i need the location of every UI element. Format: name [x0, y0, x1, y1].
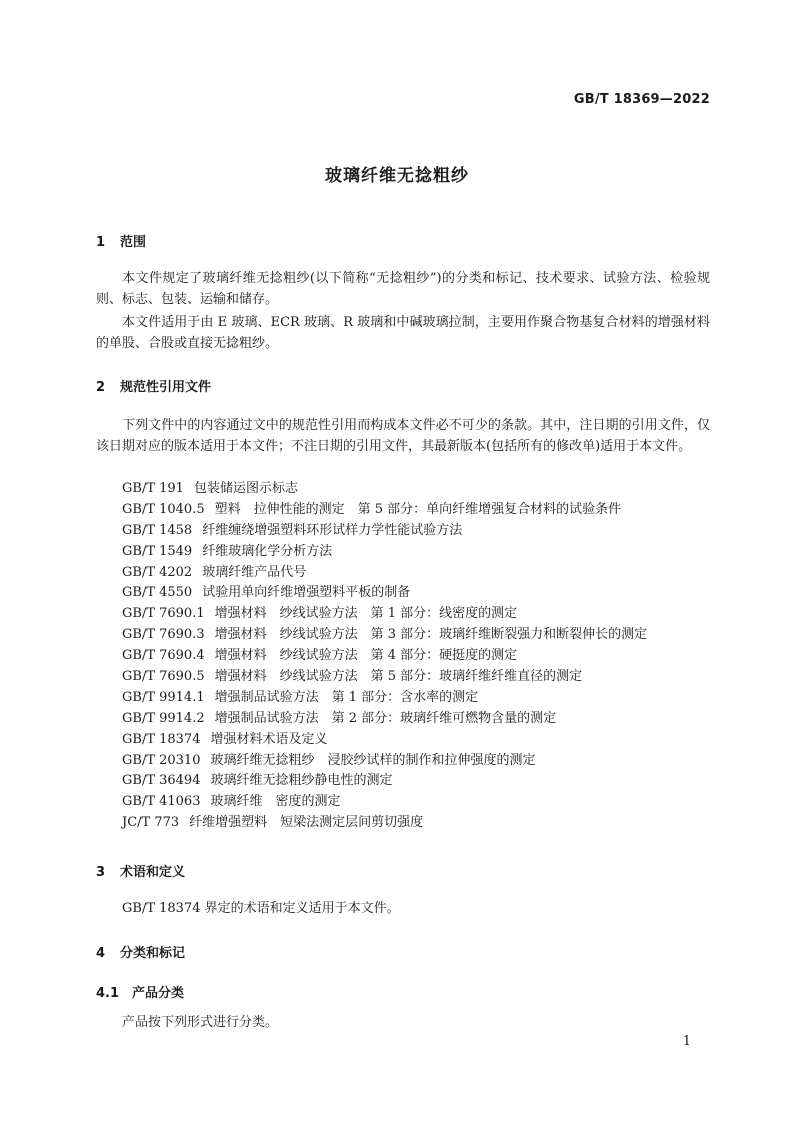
reference-list	[122, 479, 647, 834]
section-number: 1	[96, 235, 106, 250]
reference-title: 试验用单向纤维增强塑料平板的制备	[202, 585, 411, 601]
page-number: 1	[682, 1034, 691, 1049]
reference-item	[122, 709, 647, 730]
section-number: 3	[96, 865, 106, 880]
document-title: 玻璃纤维无捻粗纱	[325, 166, 469, 186]
subsection-4-1-heading	[96, 982, 184, 1001]
section-2-heading	[96, 376, 211, 395]
reference-title: 纤维增强塑料 短梁法测定层间剪切强度	[189, 815, 424, 831]
reference-title: 增强材料 纱线试验方法 第 1 部分：线密度的测定	[214, 606, 518, 622]
reference-code: JC/T 773	[122, 815, 180, 831]
reference-item	[122, 813, 647, 834]
reference-code: GB/T 41063	[122, 794, 201, 810]
reference-item	[122, 604, 647, 625]
scope-paragraph-1: 本文件规定了玻璃纤维无捻粗纱(以下简称“无捻粗纱”)的分类和标记、技术要求、试验方法、检验规则、标志、包装、运输和储存。	[96, 271, 710, 307]
reference-code: GB/T 191	[122, 481, 184, 496]
reference-item	[122, 479, 647, 500]
reference-code: GB/T 1458	[122, 522, 193, 538]
reference-code: GB/T 9914.1	[122, 689, 205, 705]
reference-title: 玻璃纤维无捻粗纱 浸胶纱试样的制作和拉伸强度的测定	[210, 752, 536, 768]
reference-code: GB/T 7690.1	[122, 606, 205, 622]
reference-title: 玻璃纤维无捻粗纱静电性的测定	[210, 773, 393, 789]
reference-code: GB/T 36494	[122, 773, 201, 789]
reference-item	[122, 542, 647, 563]
reference-code: GB/T 4550	[122, 585, 193, 601]
reference-code: GB/T 7690.5	[122, 669, 205, 685]
reference-item	[122, 563, 647, 584]
reference-title: 玻璃纤维产品代号	[202, 564, 307, 580]
reference-title: 增强制品试验方法 第 2 部分：玻璃纤维可燃物含量的测定	[214, 710, 557, 726]
reference-item	[122, 730, 647, 751]
section-3-heading	[96, 861, 185, 880]
reference-code: GB/T 1040.5	[122, 501, 205, 517]
reference-code: GB/T 7690.4	[122, 648, 205, 664]
reference-title: 增强材料术语及定义	[210, 731, 328, 747]
reference-title: 增强材料 纱线试验方法 第 3 部分：玻璃纤维断裂强力和断裂伸长的测定	[214, 627, 648, 643]
section-number: 4	[96, 946, 106, 961]
section-title: 范围	[120, 235, 147, 250]
reference-item	[122, 500, 647, 521]
section-1-heading	[96, 231, 146, 250]
reference-code: GB/T 7690.3	[122, 627, 205, 643]
reference-code: GB/T 20310	[122, 752, 201, 768]
subsection-title: 产品分类	[132, 986, 185, 1001]
reference-item	[122, 751, 647, 772]
terms-paragraph: GB/T 18374 界定的术语和定义适用于本文件。	[122, 901, 400, 916]
reference-title: 纤维玻璃化学分析方法	[202, 543, 333, 559]
reference-code: GB/T 4202	[122, 564, 193, 580]
reference-item	[122, 792, 647, 813]
classification-paragraph: 产品按下列形式进行分类。	[122, 1015, 279, 1030]
reference-title: 纤维缠绕增强塑料环形试样力学性能试验方法	[202, 522, 463, 538]
reference-item	[122, 688, 647, 709]
section-title: 分类和标记	[120, 946, 186, 961]
document-code: GB/T 18369—2022	[573, 92, 710, 107]
reference-item	[122, 583, 647, 604]
reference-item	[122, 521, 647, 542]
reference-item	[122, 646, 647, 667]
reference-item	[122, 771, 647, 792]
reference-title: 增强材料 纱线试验方法 第 5 部分：玻璃纤维纤维直径的测定	[214, 669, 583, 685]
reference-title: 包装储运图示标志	[193, 481, 298, 496]
references-intro-paragraph: 下列文件中的内容通过文中的规范性引用而构成本文件必不可少的条款。其中，注日期的引用文件，仅该日期对应的版本适用于本文件；不注日期的引用文件，其最新版本(包括所有的修改单)适用于本文件。	[96, 418, 710, 454]
reference-title: 增强制品试验方法 第 1 部分：含水率的测定	[214, 689, 479, 705]
section-4-heading	[96, 942, 185, 961]
subsection-number: 4.1	[96, 986, 120, 1001]
reference-title: 塑料 拉伸性能的测定 第 5 部分：单向纤维增强复合材料的试验条件	[214, 501, 622, 517]
section-title: 规范性引用文件	[120, 380, 212, 395]
reference-item	[122, 667, 647, 688]
reference-code: GB/T 1549	[122, 543, 193, 559]
reference-title: 增强材料 纱线试验方法 第 4 部分：硬挺度的测定	[214, 648, 518, 664]
scope-paragraph-2: 本文件适用于由 E 玻璃、ECR 玻璃、R 玻璃和中碱玻璃拉制，主要用作聚合物基复合材料的增强材料的单股、合股或直接无捻粗纱。	[96, 315, 710, 351]
reference-item	[122, 625, 647, 646]
reference-code: GB/T 18374	[122, 731, 201, 747]
reference-code: GB/T 9914.2	[122, 710, 205, 726]
section-number: 2	[96, 380, 106, 395]
section-title: 术语和定义	[120, 865, 186, 880]
reference-title: 玻璃纤维 密度的测定	[210, 794, 341, 810]
